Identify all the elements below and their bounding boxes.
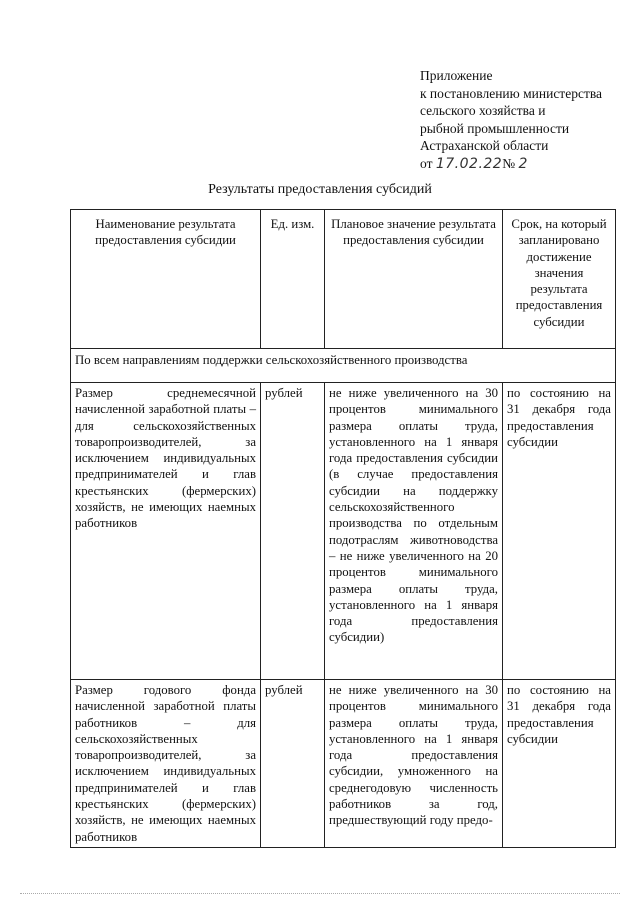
document-title: Результаты предоставления субсидий [208,182,432,197]
cell-deadline: по состоянию на 31 декабря года предоставления субсидии [503,680,616,848]
appendix-line: к постановлению министерства [420,85,603,101]
appendix-block [420,67,602,173]
number-sign: № [502,155,516,171]
appendix-title: Приложение [420,68,493,83]
section-row [71,349,616,383]
cell-unit: рублей [261,680,325,848]
results-table [70,209,616,848]
appendix-line: сельского хозяйства и [420,103,546,118]
appendix-line: Астраханской области [420,138,549,153]
cell-name: Размер годового фонда начисленной заработной платы работников – для сельскохозяйственных товаропроизводителей, за исключением индивидуальных предпринимателей и глав крестьянских (фермерских) хозяйств, не имеющих наемных работников [71,680,261,848]
date-prefix: от [420,155,433,171]
date-value: 17.02.22 [435,155,503,172]
cell-plan: не ниже увеличенного на 30 процентов минимального размера оплаты труда, установленного на 1 января года предоставления субсидии, умноженного на среднегодовую численность работников за год, предшествующий году предо- [325,680,503,848]
header-name: Наименование результата предоставления субсидии [71,210,261,349]
table-header-row [71,210,616,349]
header-plan: Плановое значение результата предоставления субсидии [325,210,503,349]
cell-plan: не ниже увеличенного на 30 процентов минимального размера оплаты труда, установленного на 1 января года предоставления субсидии (в случае предоставления субсидии на поддержку сельскохозяйственного производства по отдельным подотраслям животноводства – не ниже увеличенного на 20 процентов минимального размера оплаты труда, установленного на 1 января года предоставления субсидии) [325,383,503,680]
header-deadline: Срок, на который запланировано достижение значения результата предоставления субсидии [503,210,616,349]
scan-edge-line [20,893,620,894]
cell-deadline: по состоянию на 31 декабря года предоставления субсидии [503,383,616,680]
section-title: По всем направлениям поддержки сельскохозяйственного производства [71,349,616,383]
header-unit: Ед. изм. [261,210,325,349]
number-value: 2 [518,155,528,172]
table-row [71,383,616,680]
appendix-line: рыбной промышленности [420,120,570,136]
appendix-date-line [420,155,602,174]
cell-name: Размер среднемесячной начисленной заработной платы – для сельскохозяйственных товаропроизводителей, за исключением индивидуальных предпринимателей и глав крестьянских (фермерских) хозяйств, не имеющих наемных работников [71,383,261,680]
cell-unit: рублей [261,383,325,680]
table-row [71,680,616,848]
